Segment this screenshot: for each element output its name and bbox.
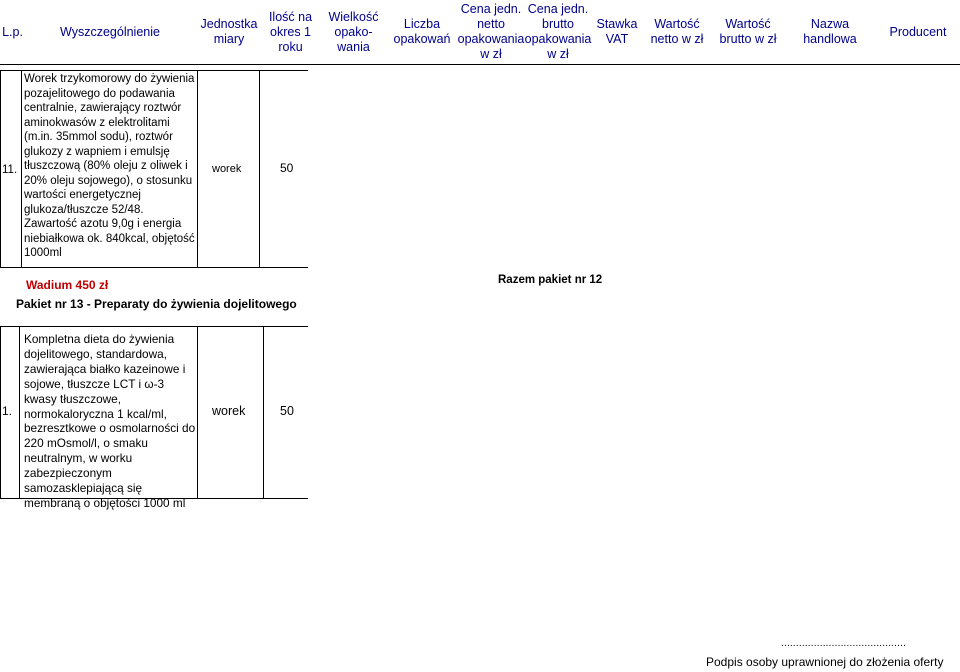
row-lp: 1. [2, 404, 13, 418]
col-header-description: Wyszczególnienie [60, 24, 160, 39]
row-border-left [0, 70, 1, 268]
row-top-border [0, 70, 308, 71]
packet-total-label: Razem pakiet nr 12 [498, 274, 603, 286]
signature-label: Podpis osoby uprawnionej do złożenia oferty [706, 655, 944, 669]
row-bottom-border [0, 267, 308, 268]
col-header-quantity: Ilość na okres 1 roku [268, 9, 313, 54]
col-header-unit-price-net: Cena jedn. netto opakowania w zł [457, 2, 525, 61]
col-header-vat-rate: Stawka VAT [596, 17, 638, 46]
col-header-package-count: Liczba opakowań [393, 17, 451, 46]
row-border-lp [21, 70, 22, 268]
table-header [0, 0, 960, 64]
row-quantity: 50 [280, 404, 294, 418]
signature-dots: .......................................... [781, 638, 907, 649]
row-quantity: 50 [280, 161, 294, 175]
col-header-unit-price-gross: Cena jedn. brutto opakowania w zł [524, 2, 592, 61]
row-description: Kompletna dieta do żywienia dojelitowego, standardowa, zawierająca białko kazeinowe i sojowe, tłuszcze LCT i ω-3 kwasy tłuszczowe, normokaloryczna 1 kcal/ml, bezresztkowe o osmolarności do 220 mOsmol/l, o smaku neutralnym, w worku zabezpieczonym samozasklepiającą się membraną o objętości 1000 ml [24, 332, 196, 510]
wadium-label: Wadium 450 zł [26, 278, 109, 292]
row-border-desc [197, 70, 198, 268]
row-border-unit [263, 326, 264, 499]
col-header-trade-name: Nazwa handlowa [803, 17, 857, 46]
row-unit: worek [212, 404, 246, 418]
col-header-producer: Producent [889, 24, 947, 39]
row-lp: 11. [2, 164, 18, 176]
col-header-value-net: Wartość netto w zł [650, 17, 704, 46]
packet-title: Pakiet nr 13 - Preparaty do żywienia dojelitowego [16, 297, 297, 311]
row-border-unit [259, 70, 260, 268]
col-header-value-gross: Wartość brutto w zł [719, 17, 777, 46]
row-unit: worek [212, 163, 242, 175]
col-header-unit: Jednostka miary [200, 17, 258, 46]
col-header-package-size: Wielkość opako-wania [328, 9, 379, 54]
row-description: Worek trzykomorowy do żywienia pozajelitowego do podawania centralnie, zawierający roztwór aminokwasów z elektrolitami (m.in. 35mmol sodu), roztwór glukozy z wapniem i emulsję tłuszczową (80% oleju z oliwek i 20% oleju sojowego), o stosunku wartości energetycznej glukoza/tłuszcze 52/48. Zawartość azotu 9,0g i energia niebiałkowa ok. 840kcal, objętość 1000ml [24, 73, 195, 259]
row-border-lp [19, 326, 20, 499]
col-header-lp: L.p. [2, 24, 23, 39]
header-divider [0, 64, 960, 65]
row-border-left [0, 326, 1, 499]
row-top-border [0, 326, 308, 327]
